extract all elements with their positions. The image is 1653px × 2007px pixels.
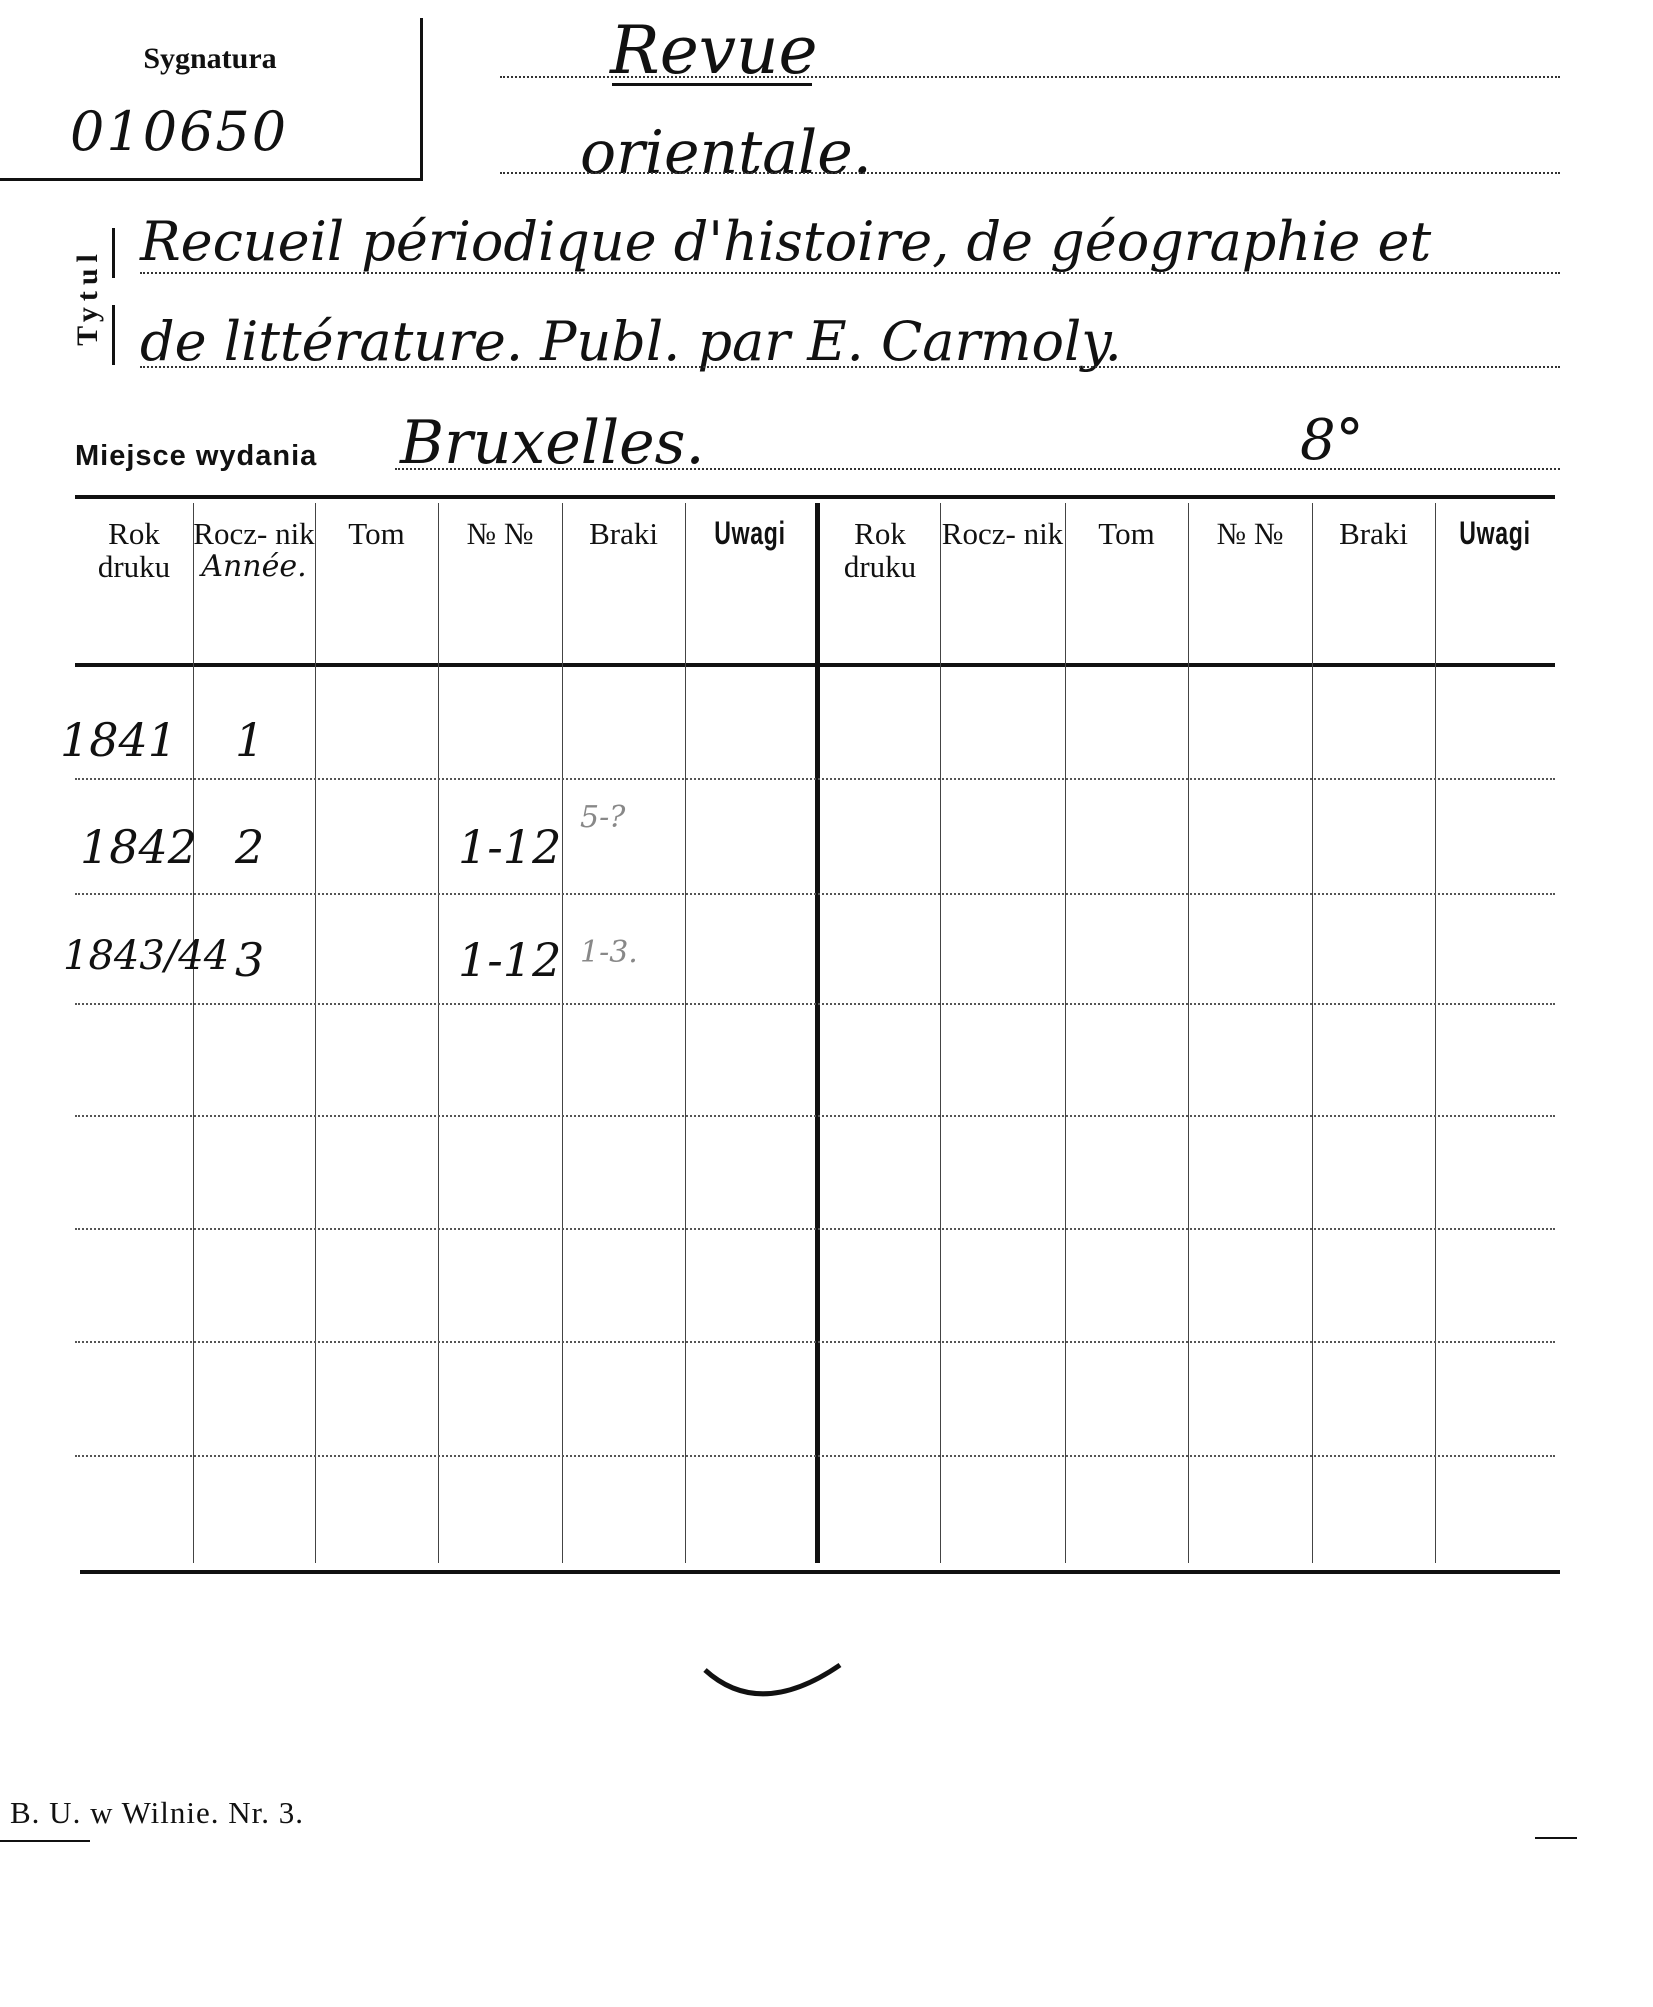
col-divider [193, 503, 194, 1563]
row3-rocznik: 3 [235, 933, 265, 987]
col-divider [940, 503, 941, 1563]
title-underline [612, 83, 812, 86]
header-tom: Tom [348, 516, 405, 551]
subtitle-dotline-2 [140, 366, 1560, 368]
tytul-bar-1 [112, 228, 115, 278]
col-divider [1188, 503, 1189, 1563]
col-divider [438, 503, 439, 1563]
subtitle-line-2: de littérature. Publ. par E. Carmoly. [140, 310, 1122, 373]
col-divider [562, 503, 563, 1563]
row3-braki: 1-3. [580, 935, 638, 970]
header-rok-druku: Rok druku [97, 516, 171, 584]
header-rocznik: Rocz- nik Année. [193, 516, 315, 584]
header-numery-right: № № [1216, 516, 1284, 551]
row2-rocznik: 2 [235, 820, 265, 874]
row-separator [75, 1003, 1555, 1005]
title-line-1: Revue [610, 12, 818, 89]
row-separator [75, 1115, 1555, 1117]
col-divider [315, 503, 316, 1563]
title-dotline-2 [500, 172, 1560, 174]
header-rocznik-right: Rocz- nik [941, 516, 1064, 551]
row-separator [75, 1341, 1555, 1343]
title-line-2: orientale. [580, 118, 872, 188]
row-separator [75, 778, 1555, 780]
title-dotline-1 [500, 76, 1560, 78]
header-numery: № № [466, 516, 534, 551]
header-braki: Braki [589, 516, 658, 551]
table-bottom-rule [80, 1570, 1560, 1574]
place-value: Bruxelles. [400, 408, 705, 478]
footer-imprint: B. U. w Wilnie. Nr. 3. [10, 1795, 305, 1830]
col-divider [1435, 503, 1436, 1563]
row3-rok: 1843/44 [63, 933, 230, 979]
col-divider [1312, 503, 1313, 1563]
place-label: Miejsce wydania [75, 440, 318, 472]
header-rok-druku-right: Rok druku [843, 516, 917, 584]
tytul-label: Tytul [71, 248, 105, 346]
footer-right-mark [1535, 1837, 1577, 1839]
row2-rok: 1842 [80, 820, 198, 874]
holdings-table [60, 495, 1555, 1575]
center-divider [815, 503, 820, 1563]
footer-underline [0, 1840, 90, 1842]
header-tom-right: Tom [1098, 516, 1155, 551]
header-annee-note: Année. [201, 549, 307, 584]
header-braki-right: Braki [1339, 516, 1408, 551]
table-top-rule [75, 495, 1555, 499]
row-separator [75, 1455, 1555, 1457]
header-uwagi-right: Uwagi [1459, 515, 1531, 551]
tytul-bar-2 [112, 305, 115, 365]
row3-numery: 1-12 [458, 933, 562, 987]
row-separator [75, 893, 1555, 895]
subtitle-dotline-1 [140, 272, 1560, 274]
curve-mark [700, 1660, 850, 1730]
header-uwagi: Uwagi [714, 515, 786, 551]
row2-braki: 5-? [580, 800, 626, 835]
format-value: 8° [1300, 408, 1364, 473]
row-separator [75, 1228, 1555, 1230]
row1-rok: 1841 [60, 713, 178, 767]
col-divider [685, 503, 686, 1563]
row1-rocznik: 1 [235, 713, 265, 767]
subtitle-line-1: Recueil périodique d'histoire, de géographie et [140, 210, 1432, 273]
signature-label: Sygnatura [143, 42, 277, 75]
row2-numery: 1-12 [458, 820, 562, 874]
col-divider [1065, 503, 1066, 1563]
place-dotline [395, 468, 1560, 470]
signature-value: 010650 [70, 100, 289, 163]
